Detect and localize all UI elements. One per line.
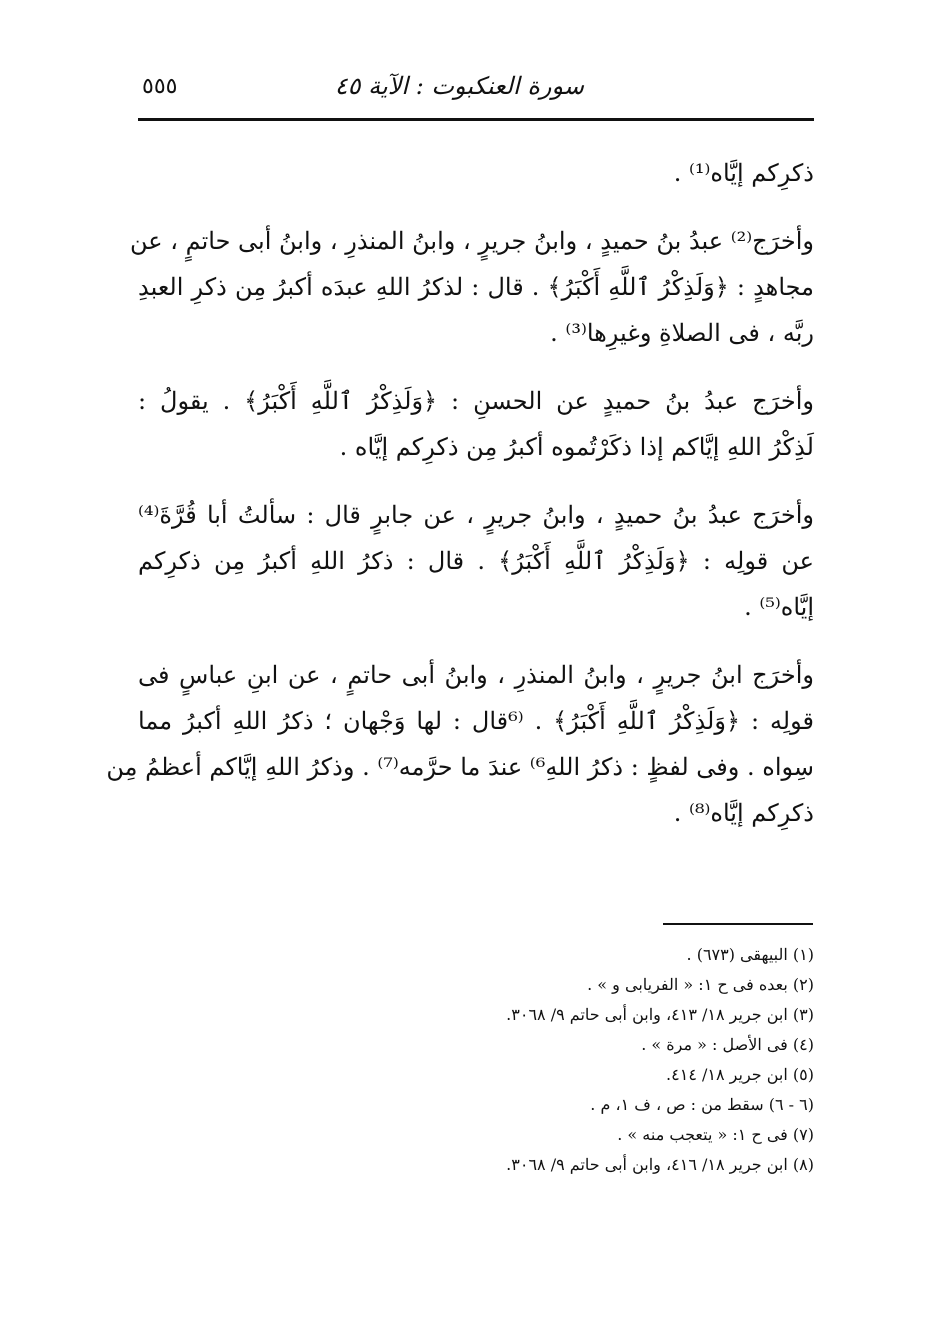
text-line: ذكرِكم إيَّاه⁽⁸⁾ . bbox=[673, 799, 814, 827]
text-line: وأخرَج عبدُ بنُ حميدٍ عن الحسنِ : ﴿وَلَذِكْرُ ٱللَّهِ أَكْبَرُ﴾ . يقولُ : bbox=[138, 387, 814, 415]
footnote: (٦ - ٦) سقط من : ص ، ف ١، م . bbox=[590, 1095, 814, 1114]
footnotes bbox=[138, 940, 814, 1180]
running-header-title: سورة العنكبوت : الآية ٤٥ bbox=[334, 72, 584, 100]
footnote: (١) البيهقى (٦٧٣) . bbox=[686, 945, 814, 964]
running-header bbox=[138, 70, 814, 110]
page-number: ٥٥٥ bbox=[142, 74, 178, 99]
paragraph bbox=[106, 652, 814, 836]
text-line: وأخرَج عبدُ بنُ حميدٍ ، وابنُ جريرٍ ، عن جابرٍ قال : سألتُ أبا قُرَّةَ⁽⁴⁾ bbox=[138, 501, 814, 529]
text-line: وأخرَج ابنُ جريرٍ ، وابنُ المنذرِ ، وابنُ أبى حاتمٍ ، عن ابنِ عباسٍ فى bbox=[138, 661, 814, 689]
text-line: ربَّه ، فى الصلاةِ وغيرِها⁽³⁾ . bbox=[550, 319, 814, 347]
footnote: (٥) ابن جرير ١٨/ ٤١٤. bbox=[666, 1065, 814, 1084]
footnote: (٤) فى الأصل : « مرة » . bbox=[641, 1035, 814, 1054]
footnote: (٧) فى ح ١: « يتعجب منه » . bbox=[617, 1125, 814, 1144]
text-line: عن قولِه : ﴿وَلَذِكْرُ ٱللَّهِ أَكْبَرُ﴾ . قال : ذكرُ اللهِ أكبرُ مِن ذكرِكم bbox=[138, 547, 814, 575]
text-line: إيَّاه⁽⁵⁾ . bbox=[744, 593, 814, 621]
text-line: لَذِكْرُ اللهِ إيَّاكم إذا ذكَرْتُموه أكبرُ مِن ذكرِكم إيَّاه . bbox=[339, 433, 814, 461]
header-rule bbox=[138, 118, 814, 121]
text-line: ذكرِكم إيَّاه⁽¹⁾ . bbox=[673, 159, 814, 187]
footnote: (٨) ابن جرير ١٨/ ٤١٦، وابن أبى حاتم ٩/ ٣٠٦٨. bbox=[506, 1155, 814, 1174]
footnote: (٣) ابن جرير ١٨/ ٤١٣، وابن أبى حاتم ٩/ ٣٠٦٨. bbox=[506, 1005, 814, 1024]
text-line: سِواه . وفى لفظٍ : ذكرُ اللهِ⁶⁾ عندَ ما حرَّمه⁽⁷⁾ . وذكرُ اللهِ إيَّاكم أعظمُ مِن bbox=[106, 753, 814, 781]
footnote-separator bbox=[663, 923, 813, 925]
footnote: (٢) بعده فى ح ١: « الفريابى و » . bbox=[587, 975, 814, 994]
main-text bbox=[106, 150, 814, 858]
text-line: قولِه : ﴿وَلَذِكْرُ ٱللَّهِ أَكْبَرُ﴾ . ⁽⁶قال : لها وَجْهان ؛ ذكرُ اللهِ أكبرُ مما bbox=[138, 707, 814, 735]
paragraph bbox=[130, 218, 814, 356]
text-line: وأخرَج⁽²⁾ عبدُ بنُ حميدٍ ، وابنُ جريرٍ ، وابنُ المنذرِ ، وابنُ أبى حاتمٍ ، عن bbox=[130, 227, 814, 255]
paragraph bbox=[138, 378, 814, 470]
text-line: مجاهدٍ : ﴿وَلَذِكْرُ ٱللَّهِ أَكْبَرُ﴾ . قال : لذكرُ اللهِ عبدَه أكبرُ مِن ذكرِ العبدِ bbox=[138, 273, 814, 301]
paragraph bbox=[138, 492, 814, 630]
paragraph bbox=[138, 150, 814, 196]
